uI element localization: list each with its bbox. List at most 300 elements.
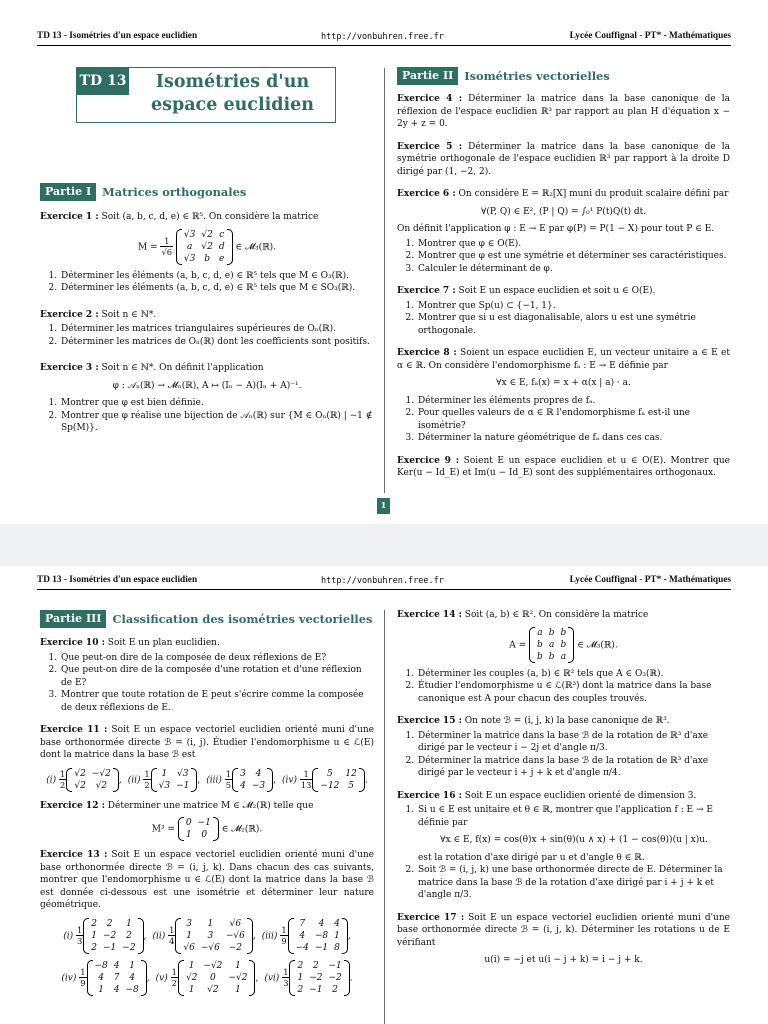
fraction bbox=[76, 925, 83, 946]
exercise-text: Déterminer une matrice M ∈ 𝓜₂(ℝ) telle que bbox=[107, 800, 314, 811]
matrix-item bbox=[61, 960, 149, 996]
list-item: 2. Étudier l'endomorphisme u ∈ ℒ(ℝ³) dont la matrice dans la base canonique est A pour chacun des couples trouvés. bbox=[417, 680, 730, 705]
list-item: 2. Soit ℬ = (i, j, k) une base orthonormée directe de E. Déterminer la matrice dans la base ℬ de la rotation d'axe dirigé par i + j + k et d'angle π/3. bbox=[417, 864, 730, 902]
header-rule bbox=[37, 45, 731, 46]
matrix-cell: 4 bbox=[98, 972, 104, 983]
matrix-item bbox=[46, 768, 121, 792]
frac-num: 1 bbox=[300, 769, 313, 780]
matrix-separator: . bbox=[364, 775, 368, 785]
matrix-separator: , bbox=[252, 931, 256, 941]
exercise-10 bbox=[40, 637, 374, 714]
matrix-cell: 4 bbox=[334, 918, 340, 929]
list-item: 1. Montrer que φ ∈ O(E). bbox=[417, 238, 730, 251]
list-item: 2. Montrer que si u est diagonalisable, alors u est une symétrie orthogonale. bbox=[417, 312, 730, 337]
matrix-cell: √6 bbox=[229, 918, 242, 929]
matrix-cell: 1 bbox=[188, 960, 195, 971]
header-left: TD 13 - Isométries d'un espace euclidien bbox=[37, 575, 198, 585]
matrix-list bbox=[40, 768, 374, 792]
matrix bbox=[289, 960, 349, 996]
equation-rotation: ∀x ∈ E, f(x) = cos(θ)x + sin(θ)(u ∧ x) + (1 − cos(θ))(u | x)u. bbox=[440, 835, 708, 845]
matrix-item bbox=[152, 918, 255, 954]
exercise-text: Déterminer la matrice dans la base canonique de la symétrie orthogonale de l'espace euclidien ℝ³ par rapport à la droite D dirigé par (1, −2, 2). bbox=[397, 141, 730, 177]
matrix-cell: 4 bbox=[129, 972, 136, 983]
exercise-text: Soit E un espace vectoriel euclidien orienté muni d'une base orthonormée directe ℬ = (i, j, k). Dans chacun des cas suivants, montrer que l'endomorphisme u ∈ ℒ(E) dont la matrice dans la base ℬ est donnée ci-dessous est une isométrie et déterminer leur nature géométrique. bbox=[40, 850, 374, 910]
fraction bbox=[225, 769, 232, 790]
equation-M-cubed bbox=[40, 817, 374, 841]
matrix-cell: b bbox=[548, 627, 555, 638]
matrix bbox=[87, 960, 147, 996]
matrix-cell: a bbox=[186, 241, 193, 252]
exercise-items bbox=[397, 804, 730, 902]
exercise-text: Déterminer la matrice dans la base canonique de la réflexion de l'espace euclidien ℝ³ par rapport au plan H d'équation x − 2y + z = 0. bbox=[397, 94, 730, 129]
list-item: 3. Montrer que toute rotation de E peut s'écrire comme la composée de deux réflexions de E. bbox=[60, 689, 374, 714]
list-item: 2. Montrer que φ réalise une bijection de 𝒜ₙ(ℝ) sur {M ∈ Oₙ(ℝ) | −1 ∉ Sp(M)}. bbox=[60, 410, 374, 435]
matrix-cell: 4 bbox=[299, 930, 306, 941]
matrix-cell: 7 bbox=[113, 972, 120, 983]
matrix bbox=[529, 627, 574, 663]
page1-right-column bbox=[397, 66, 730, 480]
part-title: Classification des isométries vectorielles bbox=[112, 611, 373, 626]
exercise-label: Exercice 4 : bbox=[397, 94, 463, 104]
matrix bbox=[175, 918, 253, 954]
matrix bbox=[232, 768, 273, 792]
frac-den: 2 bbox=[171, 978, 177, 988]
matrix-cell: 4 bbox=[113, 960, 120, 971]
matrix-cell: e bbox=[219, 253, 225, 264]
header-url[interactable]: http://vonbuhren.free.fr bbox=[321, 576, 444, 586]
eq-lhs: M = bbox=[137, 242, 158, 252]
exercise-3 bbox=[40, 362, 374, 435]
matrix-cell: 3 bbox=[186, 918, 192, 929]
matrix-cell: a bbox=[548, 639, 555, 650]
exercise-label: Exercice 17 : bbox=[397, 912, 465, 923]
matrix-tag: (iv) bbox=[61, 973, 77, 983]
list-item: 1. Déterminer les matrices triangulaires supérieures de Oₙ(ℝ). bbox=[60, 323, 374, 336]
matrix-cell: −3 bbox=[251, 780, 266, 791]
exercise-12 bbox=[40, 800, 374, 842]
list-item: 1. Que peut-on dire de la composée de deux réflexions de E? bbox=[60, 652, 374, 665]
matrix bbox=[178, 817, 219, 841]
part-label: Partie III bbox=[40, 610, 106, 628]
list-item: 1. Déterminer les éléments (a, b, c, d, e) ∈ ℝ⁵ tels que M ∈ O₃(ℝ). bbox=[60, 270, 374, 283]
matrix-item bbox=[262, 918, 351, 954]
eq-rhs: ∈ 𝓜₃(ℝ). bbox=[235, 242, 277, 252]
fraction bbox=[143, 769, 150, 790]
equation-matrix-A bbox=[397, 627, 730, 663]
exercise-label: Exercice 13 : bbox=[40, 850, 108, 860]
matrix-cell: 1 bbox=[235, 984, 241, 995]
matrix-separator: . bbox=[349, 973, 353, 983]
exercise-text: On considère E = ℝ₂[X] muni du produit scalaire défini par bbox=[458, 189, 729, 199]
matrix-item bbox=[206, 768, 276, 792]
matrix-cell: −2 bbox=[309, 972, 323, 983]
page-2 bbox=[0, 566, 768, 1024]
matrix-cell: 1 bbox=[126, 918, 132, 929]
fraction bbox=[160, 236, 173, 257]
list-item: 1. Déterminer les couples (a, b) ∈ ℝ² tels que A ∈ O₃(ℝ). bbox=[417, 668, 730, 681]
matrix-cell: b bbox=[537, 639, 543, 650]
frac-den: 13 bbox=[300, 780, 312, 790]
fraction bbox=[282, 967, 289, 988]
exercise-items bbox=[40, 323, 374, 348]
matrix-cell: −√2 bbox=[91, 768, 111, 779]
matrix-cell: √2 bbox=[95, 780, 108, 791]
matrix-separator: , bbox=[118, 775, 122, 785]
matrix-cell: 12 bbox=[345, 768, 357, 779]
frac-num: 1 bbox=[60, 769, 66, 779]
exercise-items bbox=[40, 652, 374, 715]
matrix-cell: 3 bbox=[207, 930, 214, 941]
td-title: Isométries d'un espace euclidien bbox=[151, 72, 314, 115]
frac-num: 1 bbox=[169, 925, 175, 935]
matrix-cell: 2 bbox=[312, 960, 319, 971]
exercise-text: Soit E un espace vectoriel euclidien orienté muni d'une base orthonormée directe ℬ = (i, j, k). Déterminer les rotations u de E vérifiant bbox=[397, 912, 730, 948]
exercise-text: On note ℬ = (i, j, k) la base canonique de ℝ³. bbox=[464, 716, 670, 726]
matrix-cell: b bbox=[204, 253, 210, 264]
equation-u: u(i) = −j et u(i − j + k) = i − j + k. bbox=[484, 955, 643, 965]
frac-num: 1 bbox=[77, 925, 83, 935]
list-item: 2. Déterminer les matrices de Oₙ(ℝ) dont les coefficients sont positifs. bbox=[60, 336, 374, 349]
eq-lhs: A = bbox=[509, 640, 527, 650]
exercise-13 bbox=[40, 849, 374, 996]
exercise-1 bbox=[40, 211, 374, 295]
matrix-cell: 7 bbox=[299, 918, 306, 929]
part-title: Matrices orthogonales bbox=[102, 184, 247, 199]
part-heading-3 bbox=[40, 609, 374, 629]
exercise-items bbox=[397, 730, 730, 780]
frac-num: 1 bbox=[160, 236, 173, 247]
matrix-cell: −√2 bbox=[228, 972, 248, 983]
matrix-cell: −√2 bbox=[203, 960, 223, 971]
matrix-cell: 1 bbox=[161, 768, 168, 779]
matrix-cell: d bbox=[218, 241, 225, 252]
exercise-7 bbox=[397, 285, 730, 337]
matrix-cell: √3 bbox=[183, 253, 196, 264]
matrix-cell: 2 bbox=[332, 984, 338, 995]
exercise-4 bbox=[397, 93, 730, 131]
exercise-text: Soit E un espace vectoriel euclidien orienté muni d'une base orthonormée directe ℬ = (i, j). Étudier l'endomorphisme u ∈ ℒ(E) dont la matrice dans la base ℬ est bbox=[40, 725, 374, 760]
matrix-cell: 2 bbox=[126, 930, 132, 941]
column-rule bbox=[384, 68, 385, 493]
exercise-items bbox=[397, 668, 730, 706]
list-item: 1. Montrer que φ est bien définie. bbox=[60, 397, 374, 410]
matrix-cell: 1 bbox=[188, 984, 195, 995]
part-label: Partie I bbox=[40, 183, 96, 201]
matrix-cell: −2 bbox=[122, 942, 136, 953]
running-header bbox=[37, 575, 731, 588]
matrix-cell: −4 bbox=[295, 942, 309, 953]
exercise-items bbox=[397, 395, 730, 445]
matrix-cell: −1 bbox=[309, 984, 323, 995]
td-label: TD 13 bbox=[77, 68, 129, 95]
exercise-5 bbox=[397, 141, 730, 179]
part-title: Isométries vectorielles bbox=[464, 68, 610, 83]
matrix-cell: √2 bbox=[185, 972, 198, 983]
exercise-label: Exercice 3 : bbox=[40, 363, 99, 373]
matrix-cell: 5 bbox=[348, 780, 354, 791]
matrix-cell: 0 bbox=[185, 818, 192, 828]
matrix-cell: −1 bbox=[197, 818, 211, 828]
matrix-cell: −8 bbox=[314, 930, 329, 941]
frac-den: 4 bbox=[169, 936, 175, 946]
matrix-cell: −8 bbox=[94, 960, 108, 971]
matrix-cell: √3 bbox=[158, 780, 171, 791]
matrix-cell: 1 bbox=[98, 984, 104, 995]
frac-den: 2 bbox=[144, 780, 150, 790]
matrix-tag: (iv) bbox=[281, 775, 297, 785]
header-rule bbox=[37, 589, 731, 590]
fraction bbox=[168, 925, 175, 946]
frac-num: 1 bbox=[144, 769, 150, 779]
matrix bbox=[151, 768, 201, 792]
matrix-cell: 5 bbox=[327, 768, 333, 779]
fraction bbox=[300, 769, 313, 790]
matrix-cell: −12 bbox=[320, 780, 340, 791]
matrix-separator: , bbox=[146, 973, 150, 983]
matrix-item bbox=[128, 768, 201, 792]
matrix-tag: (iii) bbox=[206, 775, 222, 785]
exercise-text: On définit l'application φ : E → E par φ(P) = P(1 − X) pour tout P ∈ E. bbox=[397, 224, 715, 234]
page1-left-column bbox=[40, 182, 374, 435]
eq-rhs: ∈ 𝓜₂(ℝ). bbox=[221, 824, 263, 835]
matrix-cell: 1 bbox=[297, 972, 304, 983]
exercise-text: Soit (a, b, c, d, e) ∈ ℝ⁵. On considère la matrice bbox=[101, 212, 319, 222]
exercise-text: Soit n ∈ ℕ*. On définit l'application bbox=[101, 363, 264, 373]
exercise-text: Soit n ∈ ℕ*. bbox=[101, 309, 157, 320]
matrix-separator: , bbox=[347, 931, 351, 941]
exercise-label: Exercice 1 : bbox=[40, 212, 99, 222]
frac-num: 1 bbox=[225, 769, 232, 779]
matrix-cell: −√6 bbox=[225, 930, 245, 941]
list-item: 1. Montrer que Sp(u) ⊂ {−1, 1}. bbox=[417, 300, 730, 313]
exercise-16 bbox=[397, 790, 730, 902]
exercise-label: Exercice 12 : bbox=[40, 800, 105, 811]
list-item: 3. Déterminer la nature géométrique de fₐ dans ces cas. bbox=[417, 432, 730, 445]
frac-num: 1 bbox=[283, 967, 289, 977]
matrix-cell: 2 bbox=[91, 918, 98, 929]
matrix-cell: 2 bbox=[297, 960, 304, 971]
matrix-cell: √2 bbox=[201, 241, 213, 252]
header-url[interactable]: http://vonbuhren.free.fr bbox=[321, 32, 444, 42]
equation-phi: φ : 𝒜ₙ(ℝ) → 𝓜ₙ(ℝ), A ↦ (Iₙ − A)(Iₙ + A)⁻¹. bbox=[112, 380, 302, 391]
header-left: TD 13 - Isométries d'un espace euclidien bbox=[37, 31, 198, 41]
frac-den: √6 bbox=[161, 247, 173, 257]
matrix-cell: −1 bbox=[328, 960, 342, 971]
matrix-tag: (i) bbox=[46, 775, 57, 785]
matrix-item bbox=[63, 918, 146, 954]
matrix-cell: b bbox=[548, 651, 555, 662]
equation-scalar-product: ∀(P, Q) ∈ E², (P | Q) = ∫₀¹ P(t)Q(t) dt. bbox=[480, 206, 647, 217]
frac-num: 1 bbox=[80, 967, 86, 977]
matrix-tag: (vi) bbox=[264, 973, 280, 983]
exercise-text: Soit E un espace euclidien et soit u ∈ O(E). bbox=[458, 286, 656, 296]
matrix-cell: b bbox=[560, 627, 567, 638]
exercise-label: Exercice 6 : bbox=[397, 189, 456, 199]
list-item: 2. Déterminer la matrice dans la base ℬ de la rotation de ℝ³ d'axe dirigé par le vecteur i + j + k et d'angle π/4. bbox=[417, 755, 730, 780]
equation-matrix-M bbox=[40, 229, 374, 265]
header-right: Lycée Couffignal - PT* - Mathématiques bbox=[569, 575, 731, 585]
list-item-text: Si u ∈ E est unitaire et θ ∈ ℝ, montrer que l'application f : E → E définie par bbox=[418, 805, 713, 828]
exercise-label: Exercice 5 : bbox=[397, 141, 463, 152]
fraction bbox=[79, 967, 86, 988]
matrix-cell: 1 bbox=[207, 918, 214, 929]
matrix-cell: 4 bbox=[255, 768, 262, 779]
exercise-text: Soit (a, b) ∈ ℝ². On considère la matrice bbox=[464, 610, 649, 620]
eq-rhs: ∈ 𝓜₃(ℝ). bbox=[577, 640, 618, 650]
matrix-tag: (iii) bbox=[261, 931, 278, 941]
list-item: 2. Que peut-on dire de la composée d'une rotation et d'une réflexion de E? bbox=[60, 664, 374, 689]
matrix-cell: −2 bbox=[228, 942, 243, 953]
exercise-label: Exercice 8 : bbox=[397, 348, 457, 358]
matrix-cell: −1 bbox=[314, 942, 329, 953]
matrix-cell: b bbox=[537, 651, 543, 662]
frac-num: 1 bbox=[281, 925, 287, 935]
matrix-cell: −8 bbox=[125, 984, 139, 995]
matrix-cell: c bbox=[219, 229, 225, 240]
page2-right-column bbox=[397, 609, 730, 972]
matrix-tag: (ii) bbox=[152, 931, 166, 941]
frac-den: 3 bbox=[283, 978, 289, 988]
matrix bbox=[176, 229, 233, 265]
header-right: Lycée Couffignal - PT* - Mathématiques bbox=[569, 31, 731, 41]
matrix-tag: (ii) bbox=[127, 775, 141, 785]
list-item-text: est la rotation d'axe dirigé par u et d'angle θ ∈ ℝ. bbox=[418, 852, 645, 863]
exercise-9 bbox=[397, 455, 730, 480]
matrix-cell: √3 bbox=[183, 229, 196, 240]
matrix-cell: −1 bbox=[176, 780, 190, 791]
matrix-item bbox=[156, 960, 259, 996]
matrix bbox=[178, 960, 259, 996]
matrix-tag: (i) bbox=[63, 931, 74, 941]
matrix-tag: (v) bbox=[155, 973, 168, 983]
matrix-cell: 1 bbox=[334, 930, 340, 941]
matrix-cell: 4 bbox=[240, 780, 246, 791]
matrix-cell: −1 bbox=[103, 942, 117, 953]
exercise-items bbox=[397, 238, 730, 276]
matrix-cell: 1 bbox=[185, 830, 192, 840]
frac-den: 9 bbox=[80, 978, 86, 988]
matrix-cell: 2 bbox=[106, 918, 113, 929]
matrix-separator: , bbox=[143, 931, 147, 941]
matrix-cell: 8 bbox=[334, 942, 340, 953]
matrix-cell: 0 bbox=[201, 830, 208, 840]
matrix-cell: b bbox=[560, 639, 567, 650]
matrix-cell: 1 bbox=[186, 930, 192, 941]
list-item bbox=[417, 804, 730, 864]
matrix-cell: 1 bbox=[129, 960, 136, 971]
matrix bbox=[83, 918, 143, 954]
matrix-cell: 1 bbox=[235, 960, 241, 971]
exercise-label: Exercice 2 : bbox=[40, 309, 99, 320]
exercise-text: Soient E un espace euclidien et u ∈ O(E). Montrer que Ker(u − Id_E) et Im(u − Id_E) sont des supplémentaires orthogonaux. bbox=[397, 455, 730, 478]
matrix bbox=[312, 768, 364, 792]
exercise-text: Soit E un plan euclidien. bbox=[107, 638, 220, 648]
list-item: 2. Déterminer les éléments (a, b, c, d, e) ∈ ℝ⁵ tels que M ∈ SO₃(ℝ). bbox=[60, 282, 374, 295]
page2-left-column bbox=[40, 609, 374, 1002]
matrix-cell: 3 bbox=[240, 768, 246, 779]
matrix bbox=[288, 918, 348, 954]
running-header bbox=[37, 31, 731, 44]
exercise-items bbox=[40, 397, 374, 435]
list-item: 2. Pour quelles valeurs de α ∈ ℝ l'endomorphisme fₐ est-il une isométrie? bbox=[417, 407, 730, 432]
td-title-box bbox=[76, 67, 336, 123]
matrix-cell: 4 bbox=[318, 918, 325, 929]
part-label: Partie II bbox=[397, 67, 458, 85]
exercise-15 bbox=[397, 715, 730, 780]
matrix-cell: √2 bbox=[74, 780, 86, 791]
matrix-list bbox=[40, 960, 374, 996]
exercise-8 bbox=[397, 347, 730, 445]
matrix-cell: 2 bbox=[297, 984, 304, 995]
list-item: 1. Déterminer la matrice dans la base ℬ de la rotation de ℝ³ d'axe dirigé par le vecteur i − 2j et d'angle π/3. bbox=[417, 730, 730, 755]
equation-f-alpha: ∀x ∈ E, fₐ(x) = x + α(x | a) · a. bbox=[496, 378, 631, 388]
frac-den: 5 bbox=[225, 780, 232, 790]
matrix-cell: a bbox=[537, 627, 543, 638]
list-item: 2. Montrer que φ est une symétrie et déterminer ses caractéristiques. bbox=[417, 250, 730, 263]
frac-num: 1 bbox=[171, 967, 177, 977]
frac-den: 3 bbox=[77, 936, 83, 946]
exercise-items bbox=[397, 300, 730, 338]
matrix-cell: −2 bbox=[103, 930, 117, 941]
exercise-14 bbox=[397, 609, 730, 705]
matrix-list bbox=[40, 918, 374, 954]
exercise-label: Exercice 11 : bbox=[40, 725, 108, 735]
exercise-label: Exercice 16 : bbox=[397, 790, 462, 801]
exercise-2 bbox=[40, 309, 374, 349]
fraction bbox=[59, 769, 66, 790]
exercise-text: Soit E un espace euclidien orienté de dimension 3. bbox=[464, 790, 697, 801]
matrix-separator: , bbox=[273, 775, 276, 785]
frac-den: 9 bbox=[281, 936, 287, 946]
fraction bbox=[280, 925, 287, 946]
exercise-label: Exercice 7 : bbox=[397, 286, 456, 296]
matrix bbox=[66, 768, 118, 792]
matrix-cell: √2 bbox=[201, 229, 213, 240]
exercise-11 bbox=[40, 724, 374, 792]
matrix-item bbox=[264, 960, 352, 996]
column-rule bbox=[384, 610, 385, 1024]
part-heading-2 bbox=[397, 66, 730, 86]
matrix-cell: √6 bbox=[183, 942, 195, 953]
matrix-cell: −√6 bbox=[200, 942, 220, 953]
matrix-cell: −2 bbox=[328, 972, 342, 983]
matrix-cell: 2 bbox=[91, 942, 98, 953]
matrix-cell: √3 bbox=[177, 768, 189, 779]
exercise-6 bbox=[397, 188, 730, 275]
list-item: 3. Calculer le déterminant de φ. bbox=[417, 263, 730, 276]
matrix-cell: 1 bbox=[91, 930, 98, 941]
matrix-cell: 0 bbox=[210, 972, 216, 983]
fraction bbox=[171, 967, 178, 988]
exercise-label: Exercice 14 : bbox=[397, 610, 462, 620]
matrix-cell: 4 bbox=[113, 984, 120, 995]
exercise-label: Exercice 15 : bbox=[397, 716, 462, 726]
exercise-label: Exercice 10 : bbox=[40, 638, 105, 648]
exercise-label: Exercice 9 : bbox=[397, 455, 460, 466]
exercise-17 bbox=[397, 912, 730, 967]
matrix-separator: , bbox=[197, 775, 201, 785]
part-heading-1 bbox=[40, 182, 374, 202]
eq-lhs: M³ = bbox=[151, 824, 175, 835]
list-item: 1. Déterminer les éléments propres de fₐ. bbox=[417, 395, 730, 408]
matrix-separator: , bbox=[255, 973, 259, 983]
exercise-items bbox=[40, 270, 374, 295]
matrix-item bbox=[282, 768, 368, 792]
matrix-cell: √2 bbox=[74, 768, 86, 779]
frac-den: 2 bbox=[60, 780, 66, 790]
matrix-cell: √2 bbox=[207, 984, 219, 995]
matrix-cell: a bbox=[560, 651, 567, 662]
